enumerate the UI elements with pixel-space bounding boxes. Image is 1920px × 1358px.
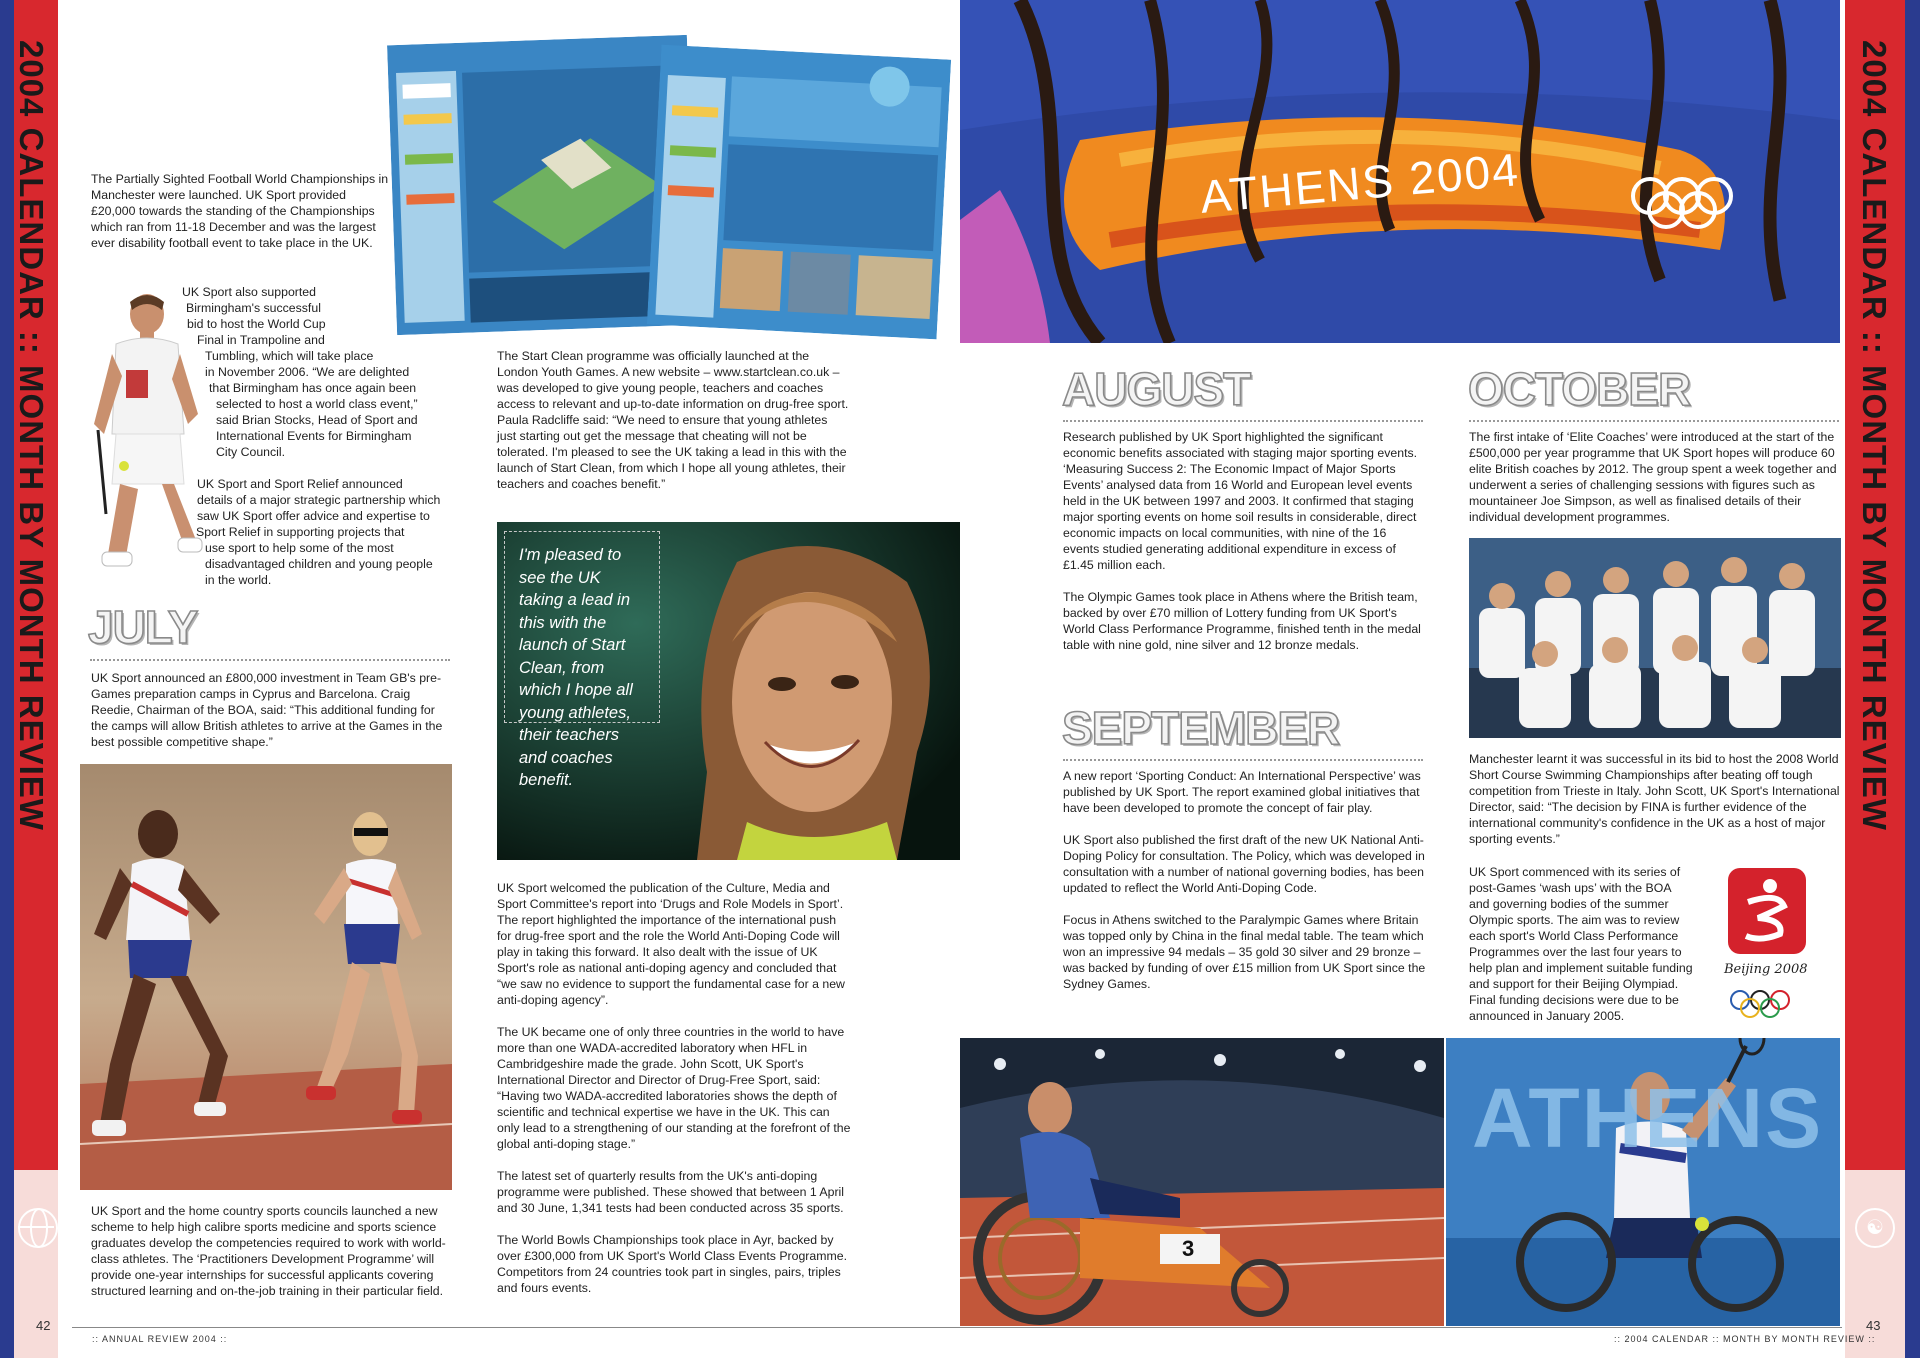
heading-september: SEPTEMBER (1062, 702, 1340, 754)
july-paragraph-2: UK Sport and the home country sports councils launched a new scheme to help high calibre sports medicine and sports science graduates develop the competencies required to work with world-class athletes. The ‘Practitioners Development Programme’ will provide one-year internships for successful applicants covering structured learning and on-the-job training in their particular field. (91, 1204, 446, 1298)
wheelchair-racer-photo (960, 1038, 1444, 1326)
globe-icon (18, 1208, 58, 1248)
july-paragraph-1: UK Sport announced an £800,000 investment in Team GB's pre-Games preparation camps in Cyprus and Barcelona. Craig Reedie, Chairman of the BOA, said: “This additional funding for the camps will allow British athletes to arrive at the Games in the best possible competitive shape.” (91, 671, 443, 749)
beijing-logo-text: Beijing 2008 (1724, 962, 1808, 977)
footer-right: :: 2004 CALENDAR :: MONTH BY MONTH REVIEW :: (1614, 1334, 1876, 1344)
october-paragraph-2: Manchester learnt it was successful in its bid to host the 2008 World Short Course Swimming Championships after beating off tough competition from Trieste in Italy. John Scott, UK Sport's International Director, said: “The decision by FINA is further evidence of the international community's confidence in the UK as a host of major sporting events.” (1469, 752, 1840, 846)
wheelchair-tennis-photo (1446, 1038, 1840, 1326)
website-screenshot-2 (647, 45, 951, 340)
page-number-left: 42 (36, 1318, 51, 1333)
september-text: A new report ‘Sporting Conduct: An International Perspective’ was published by UK Sport. The report examined global initiatives that have been developed to promote the concept of fair play. UK Sport also published the first draft of the new UK National Anti-Doping Policy for consultation. The Policy, which was developed in consultation with a number of national governing bodies, has been updated to reflect the World Anti-Doping Code. Focus in Athens switched to the Paralympic Games where Britain was topped only by China in the final medal table. The team which won an impressive 94 medals – 35 gold 30 silver and 29 bronze – was backed by funding of over £15 million from UK Sport since the Sydney Games. (1063, 769, 1426, 991)
june-paragraph-1: The Partially Sighted Football World Championships in Manchester were launched. UK Sport provided £20,000 towards the standing of the Championships which ran from 11-18 December and was the largest ever disability football event to take place in the UK. (91, 172, 389, 250)
pull-quote: I'm pleased to see the UK taking a lead in this with the launch of Start Clean, from which I hope all young athletes, their teachers and coaches benefit. (504, 531, 660, 723)
race-number-text: 3 (1182, 1236, 1195, 1261)
runners-photo (80, 764, 452, 1190)
heading-october: OCTOBER (1468, 363, 1691, 415)
right-sidebar (1845, 0, 1920, 1358)
sidebar-title: 2004 CALENDAR :: MONTH BY MONTH REVIEW (13, 40, 50, 831)
drugs-role-models-paragraph: UK Sport welcomed the publication of the Culture, Media and Sport Committee's report into ‘Drugs and Role Models in Sport’. The report highlighted the importance of the international push for drug-free sport and the role the World Anti-Doping Code will play in taking this forward. It also dealt with the issue of UK Sport's role as national anti-doping agency and concluded that “we saw no evidence to support the fundamental case for a new anti-doping agency”. The UK became one of only three countries in the world to have more than one WADA-accredited laboratory when HFL in Cambridgeshire made the grade. John Scott, UK Sport's International Director and Director of Drug-Free Sport, said: “Having two WADA-accredited laboratories shows the depth of scientific and technical expertise we have in the UK. This can only lead to a strengthening of our standing at the forefront of the global anti-doping stage.” The latest set of quarterly results from the UK's anti-doping programme were published. These showed that between 1 April and 30 June, 1,341 tests had been conducted across 35 sports. The World Bowls Championships took place in Ayr, backed by over £300,000 from UK Sport's World Class Events Programme. Competitors from 24 countries took part in singles, pairs, triples and fours events. (497, 881, 851, 1295)
page-number-right: 43 (1866, 1318, 1881, 1333)
june-paragraph-2: UK Sport also supported Birmingham's successful bid to host the World Cup Final in Trampoline and Tumbling, which will take place in November 2006. “We are delighted that Birmingham has once again been selected to host a world class event,” said Brian Stocks, Head of Sport and International Events for Birmingham City Council. (182, 285, 418, 459)
june-paragraph-3: UK Sport and Sport Relief announced details of a major strategic partnership which saw UK Sport offer advice and expertise to Sport Relief in supporting projects that use sport to help some of the most disadvantaged children and young people in the world. (196, 477, 441, 587)
october-paragraph-3: UK Sport commenced with its series of post-Games ‘wash ups’ with the BOA and governing bodies of the summer Olympic sports. The aim was to review each sport's World Class Performance Programmes over the last four years to help plan and implement suitable funding and support for their Beijing Olympiad. Final funding decisions were due to be announced in January 2005. (1469, 865, 1693, 1023)
heading-july: JULY (88, 601, 198, 653)
heading-august: AUGUST (1062, 363, 1251, 415)
elite-coaches-photo (1469, 538, 1841, 738)
athens-hat-photo (960, 0, 1840, 343)
august-text: Research published by UK Sport highlighted the significant economic benefits associated with staging major sporting events. ‘Measuring Success 2: The Economic Impact of Major Sports Events’ analysed data from 16 World and European level events held in the UK between 1997 and 2003. It confirmed that staging major sporting events on home soil results in considerable, direct economic impacts on local communities, with nine of the 16 events studied generating additional expenditure in excess of £1.45 million each. The Olympic Games took place in Athens where the British team, backed by over £70 million of Lottery funding from UK Sport's World Class Performance Programme, finished tenth in the medal table with nine gold, nine silver and 12 bronze medals. (1063, 430, 1421, 652)
footer-left: :: ANNUAL REVIEW 2004 :: (92, 1334, 228, 1344)
left-sidebar (0, 0, 58, 1358)
athens-banner-text: ATHENS (1472, 1071, 1824, 1165)
athens-ribbon-text: ATHENS 2004 (1198, 143, 1522, 223)
handshake-icon: ☯ (1855, 1208, 1895, 1248)
october-paragraph-1: The first intake of ‘Elite Coaches’ were introduced at the start of the £500,000 per year programme that UK Sport hopes will produce 60 elite British coaches by 2012. The group spent a week together and underwent a series of challenging sessions with figures such as mountaineer Joe Simpson, as well as finalised details of their individual development programmes. (1469, 430, 1837, 524)
start-clean-paragraph: The Start Clean programme was officially launched at the London Youth Games. A new website – www.startclean.co.uk – was developed to give young people, teachers and coaches access to relevant and up-to-date information on drug-free sport. Paula Radcliffe said: “We need to ensure that young athletes just starting out get the message that cheating will not be tolerated. I'm pleased to see the UK taking a lead in this with the launch of Start Clean, from which I hope all young athletes, their teachers and coaches benefit.” (497, 349, 849, 491)
sidebar-title-right: 2004 CALENDAR :: MONTH BY MONTH REVIEW (1856, 40, 1893, 831)
beijing-2008-logo (1718, 862, 1818, 1022)
